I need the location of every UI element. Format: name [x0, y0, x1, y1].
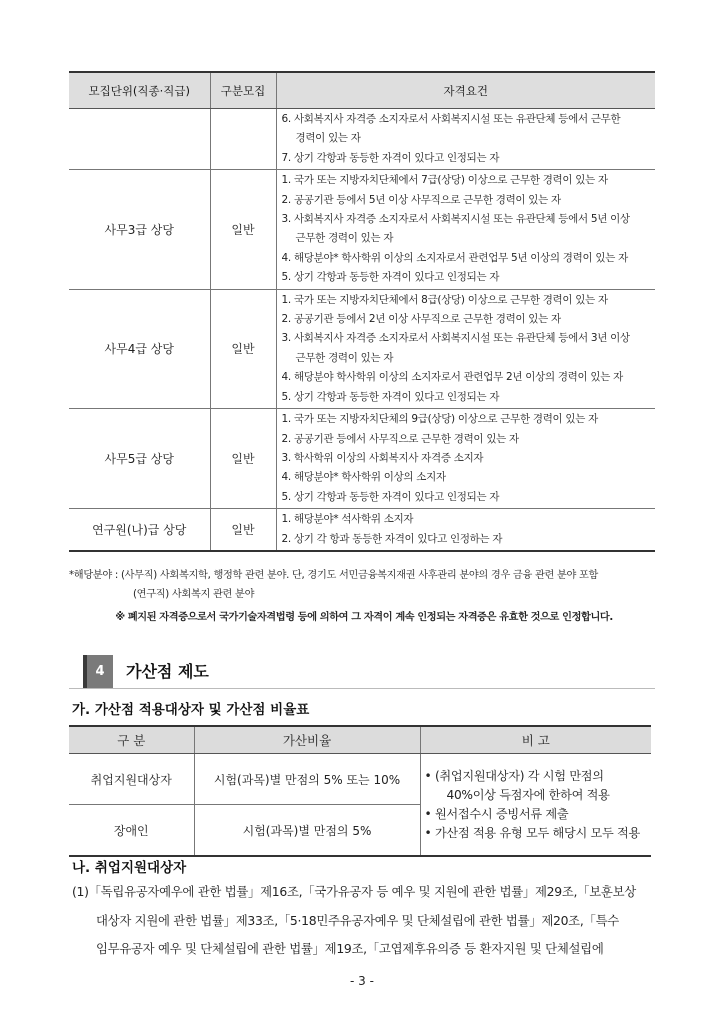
section-number: 4 [83, 655, 113, 688]
unit-cell: 사무3급 상당 [69, 170, 210, 289]
header-recruit-type: 구분모집 [210, 72, 276, 109]
recruit-type-cell: 일반 [210, 289, 276, 408]
requirement-item: 3. 학사학위 이상의 사회복지사 자격증 소지자 [281, 451, 484, 464]
table-notes [69, 566, 659, 627]
unit-cell [69, 109, 210, 170]
paragraph-line: (1)「독립유공자예우에 관한 법률」제16조,「국가유공자 등 예우 및 지원에 관한 법률」제29조,「보훈보상 [72, 884, 636, 899]
table-row [69, 409, 655, 509]
requirement-item: 근무한 경력이 있는 자 [295, 232, 394, 245]
bonus-table-header [69, 726, 651, 754]
requirement-item: 4. 해당분야 학사학위 이상의 소지자로서 관련업무 2년 이상의 경력이 있는 자 [281, 371, 623, 384]
requirements-cell [276, 289, 655, 408]
header-category: 구 분 [69, 726, 194, 754]
section-title: 가산점 제도 [126, 662, 209, 681]
unit-cell: 연구원(나)급 상당 [69, 509, 210, 551]
requirement-item: 1. 국가 또는 지방자치단체에서 8급(상당) 이상으로 근무한 경력이 있는 자 [281, 293, 608, 306]
requirement-item: 2. 공공기관 등에서 5년 이상 사무직으로 근무한 경력이 있는 자 [281, 193, 561, 206]
remark-item: • 가산점 적용 유형 모두 해당시 모두 적용 [424, 825, 640, 840]
requirement-item: 3. 사회복지사 자격증 소지자로서 사회복지시설 또는 유관단체 등에서 5년 이상 [281, 213, 630, 226]
qualification-table-header [69, 72, 655, 109]
header-unit: 모집단위(직종·직급) [69, 72, 210, 109]
requirement-item: 2. 상기 각 항과 동등한 자격이 있다고 인정하는 자 [281, 532, 503, 545]
recruit-type-cell [210, 109, 276, 170]
section-header [69, 655, 655, 689]
certificate-notice: ※ 폐지된 자격증으로서 국가기술자격법령 등에 의하여 그 자격이 계속 인정되는 자격증은 유효한 것으로 인정합니다. [115, 612, 613, 623]
remark-item: • 원서접수시 증빙서류 제출 [424, 806, 569, 821]
table-row [69, 754, 651, 805]
requirements-cell [276, 409, 655, 509]
ratio-cell: 시험(과목)별 만점의 5% [194, 805, 420, 857]
paragraph-line: 대상자 지원에 관한 법률」제33조,「5·18민주유공자예우 및 단체설립에 관한 법률」제20조,「특수 [96, 912, 619, 928]
unit-cell: 사무4급 상당 [69, 289, 210, 408]
remark-item: 40%이상 득점자에 한하여 적용 [446, 787, 610, 802]
requirement-item: 1. 국가 또는 지방자치단체의 9급(상당) 이상으로 근무한 경력이 있는 자 [281, 413, 598, 426]
requirement-item: 5. 상기 각항과 동등한 자격이 있다고 인정되는 자 [281, 490, 500, 503]
table-row [69, 289, 655, 408]
header-requirements: 자격요건 [276, 72, 655, 109]
recruit-type-cell: 일반 [210, 170, 276, 289]
requirement-item: 경력이 있는 자 [295, 132, 361, 145]
qualification-table [69, 71, 655, 552]
ratio-cell: 시험(과목)별 만점의 5% 또는 10% [194, 754, 420, 805]
bonus-points-table [69, 725, 651, 857]
table-row [69, 509, 655, 551]
remarks-cell [420, 754, 651, 857]
subsection-title-b: 나. 취업지원대상자 [72, 860, 187, 876]
requirements-cell [276, 170, 655, 289]
category-cell: 취업지원대상자 [69, 754, 194, 805]
requirement-item: 2. 공공기관 등에서 사무직으로 근무한 경력이 있는 자 [281, 432, 519, 445]
requirement-item: 5. 상기 각항과 동등한 자격이 있다고 인정되는 자 [281, 390, 500, 403]
eligibility-paragraph [72, 878, 658, 964]
requirement-item: 4. 해당분야* 학사학위 이상의 소지자로서 관련업무 5년 이상의 경력이 있는 자 [281, 251, 628, 264]
field-note-research: (연구직) 사회복지 관련 분야 [133, 589, 255, 600]
recruit-type-cell: 일반 [210, 509, 276, 551]
category-cell: 장애인 [69, 805, 194, 857]
requirement-item: 5. 상기 각항과 동등한 자격이 있다고 인정되는 자 [281, 271, 500, 284]
field-note: *해당분야 : (사무직) 사회복지학, 행정학 관련 분야. 단, 경기도 서민금융복지재권 사후관리 분야의 경우 금융 관련 분야 포함 [69, 570, 599, 581]
requirement-item: 3. 사회복지사 자격증 소지자로서 사회복지시설 또는 유관단체 등에서 3년 이상 [281, 332, 630, 345]
unit-cell: 사무5급 상당 [69, 409, 210, 509]
requirement-item: 1. 해당분야* 석사학위 소지자 [281, 513, 414, 526]
recruit-type-cell: 일반 [210, 409, 276, 509]
header-remarks: 비 고 [420, 726, 651, 754]
requirement-item: 1. 국가 또는 지방자치단체에서 7급(상당) 이상으로 근무한 경력이 있는 자 [281, 174, 608, 187]
header-ratio: 가산비율 [194, 726, 420, 754]
requirement-item: 7. 상기 각항과 동등한 자격이 있다고 인정되는 자 [281, 151, 500, 164]
requirement-item: 근무한 경력이 있는 자 [295, 351, 394, 364]
paragraph-line: 임무유공자 예우 및 단체설립에 관한 법률」제19조,「고엽제후유의증 등 환자지원 및 단체설립에 [96, 941, 604, 956]
page-number: - 3 - [350, 974, 374, 988]
subsection-title-a: 가. 가산점 적용대상자 및 가산점 비율표 [72, 702, 310, 718]
table-row [69, 170, 655, 289]
requirement-item: 4. 해당분야* 학사학위 이상의 소지자 [281, 471, 446, 484]
requirement-item: 2. 공공기관 등에서 2년 이상 사무직으로 근무한 경력이 있는 자 [281, 313, 561, 326]
requirement-item: 6. 사회복지사 자격증 소지자로서 사회복지시설 또는 유관단체 등에서 근무한 [281, 113, 621, 125]
requirements-cell [276, 509, 655, 551]
remark-item: • (취업지원대상자) 각 시험 만점의 [424, 768, 604, 783]
table-row [69, 109, 655, 170]
requirements-cell [276, 109, 655, 170]
